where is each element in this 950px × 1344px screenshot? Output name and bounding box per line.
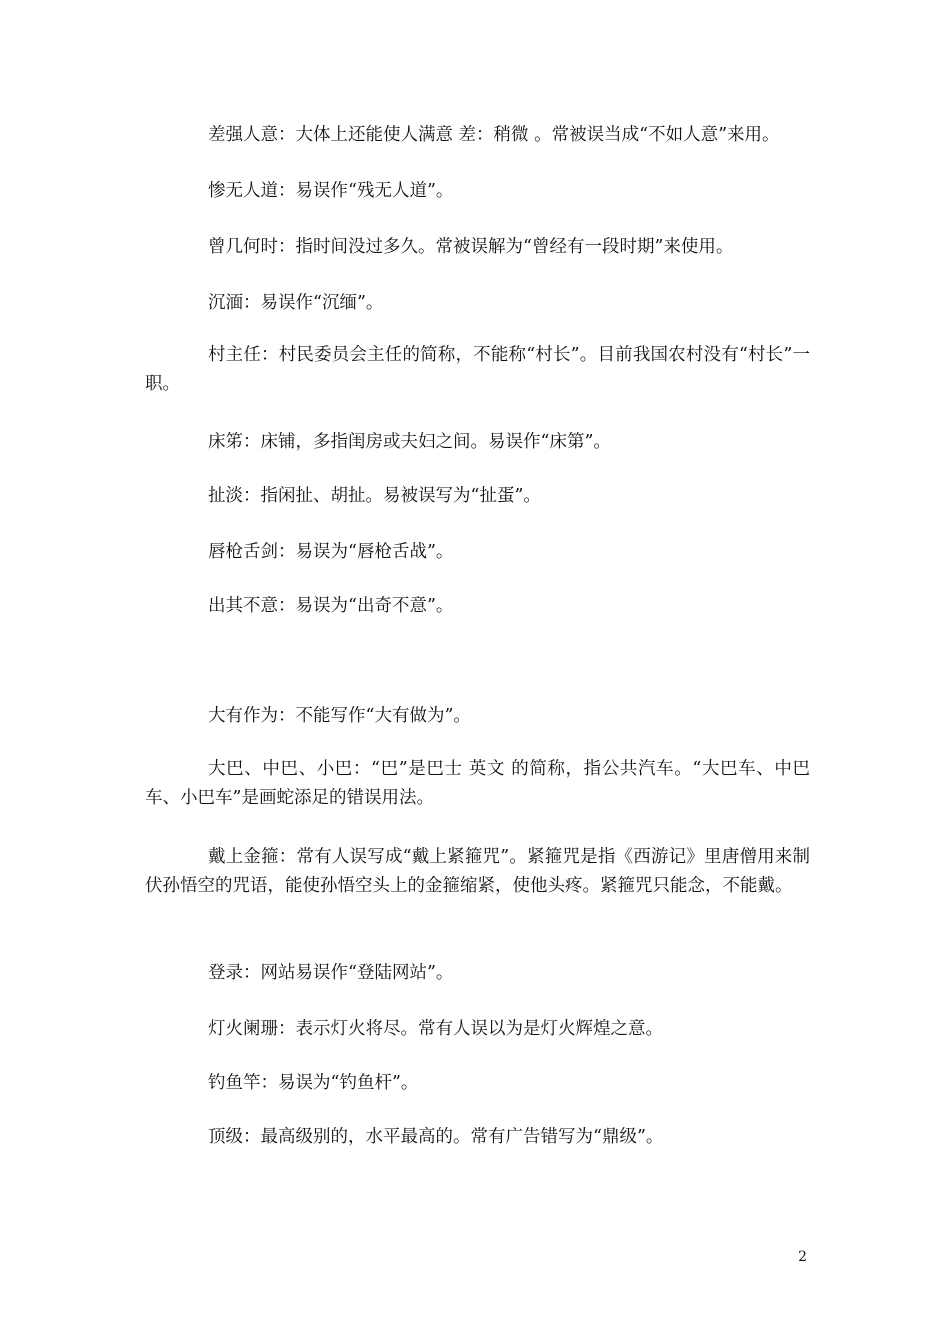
paragraph-diaoyugan: 钓鱼竿：易误为“钓鱼杆”。 [208,1073,419,1093]
paragraph-chuangzi: 床笫：床铺，多指闺房或夫妇之间。易误作“床第”。 [208,432,611,452]
paragraph-dingji: 顶级：最高级别的，水平最高的。常有广告错写为“鼎级”。 [208,1127,664,1147]
paragraph-chunqiangshejian: 唇枪舌剑：易误为“唇枪舌战”。 [208,542,454,562]
paragraph-chuqibuyi: 出其不意：易误为“出奇不意”。 [208,596,454,616]
paragraph-denglu: 登录：网站易误作“登陆网站”。 [208,963,454,983]
paragraph-denghuolanshan: 灯火阑珊：表示灯火将尽。常有人误以为是灯火辉煌之意。 [208,1019,663,1039]
paragraph-canwurendao: 惨无人道：易误作“残无人道”。 [208,181,454,201]
paragraph-daishangjingu: 戴上金箍：常有人误写成“戴上紧箍咒”。紧箍咒是指《西游记》里唐僧用来制伏孙悟空的咒语，能使孙悟空头上的金箍缩紧，使他头疼。紧箍咒只能念，不能戴。 [145,847,810,896]
paragraph-chaqiangrenyi: 差强人意：大体上还能使人满意 差：稍微 。常被误当成“不如人意”来用。 [208,125,780,145]
paragraph-chedan: 扯淡：指闲扯、胡扯。易被误写为“扯蛋”。 [208,486,541,506]
paragraph-cengjiheshi: 曾几何时：指时间没过多久。常被误解为“曾经有一段时期”来使用。 [208,237,734,257]
paragraph-chenmian: 沉湎：易误作“沉缅”。 [208,293,384,313]
paragraph-daba-zhongba-xiaoba: 大巴、中巴、小巴：“巴”是巴士 英文 的简称，指公共汽车。“大巴车、中巴车、小巴车”是画蛇添足的错误用法。 [145,759,810,808]
paragraph-dayouzuowei: 大有作为：不能写作“大有做为”。 [208,706,471,726]
paragraph-cunzhuren: 村主任：村民委员会主任的简称，不能称“村长”。目前我国农村没有“村长”一职。 [145,345,810,394]
page-number: 2 [798,1249,807,1265]
